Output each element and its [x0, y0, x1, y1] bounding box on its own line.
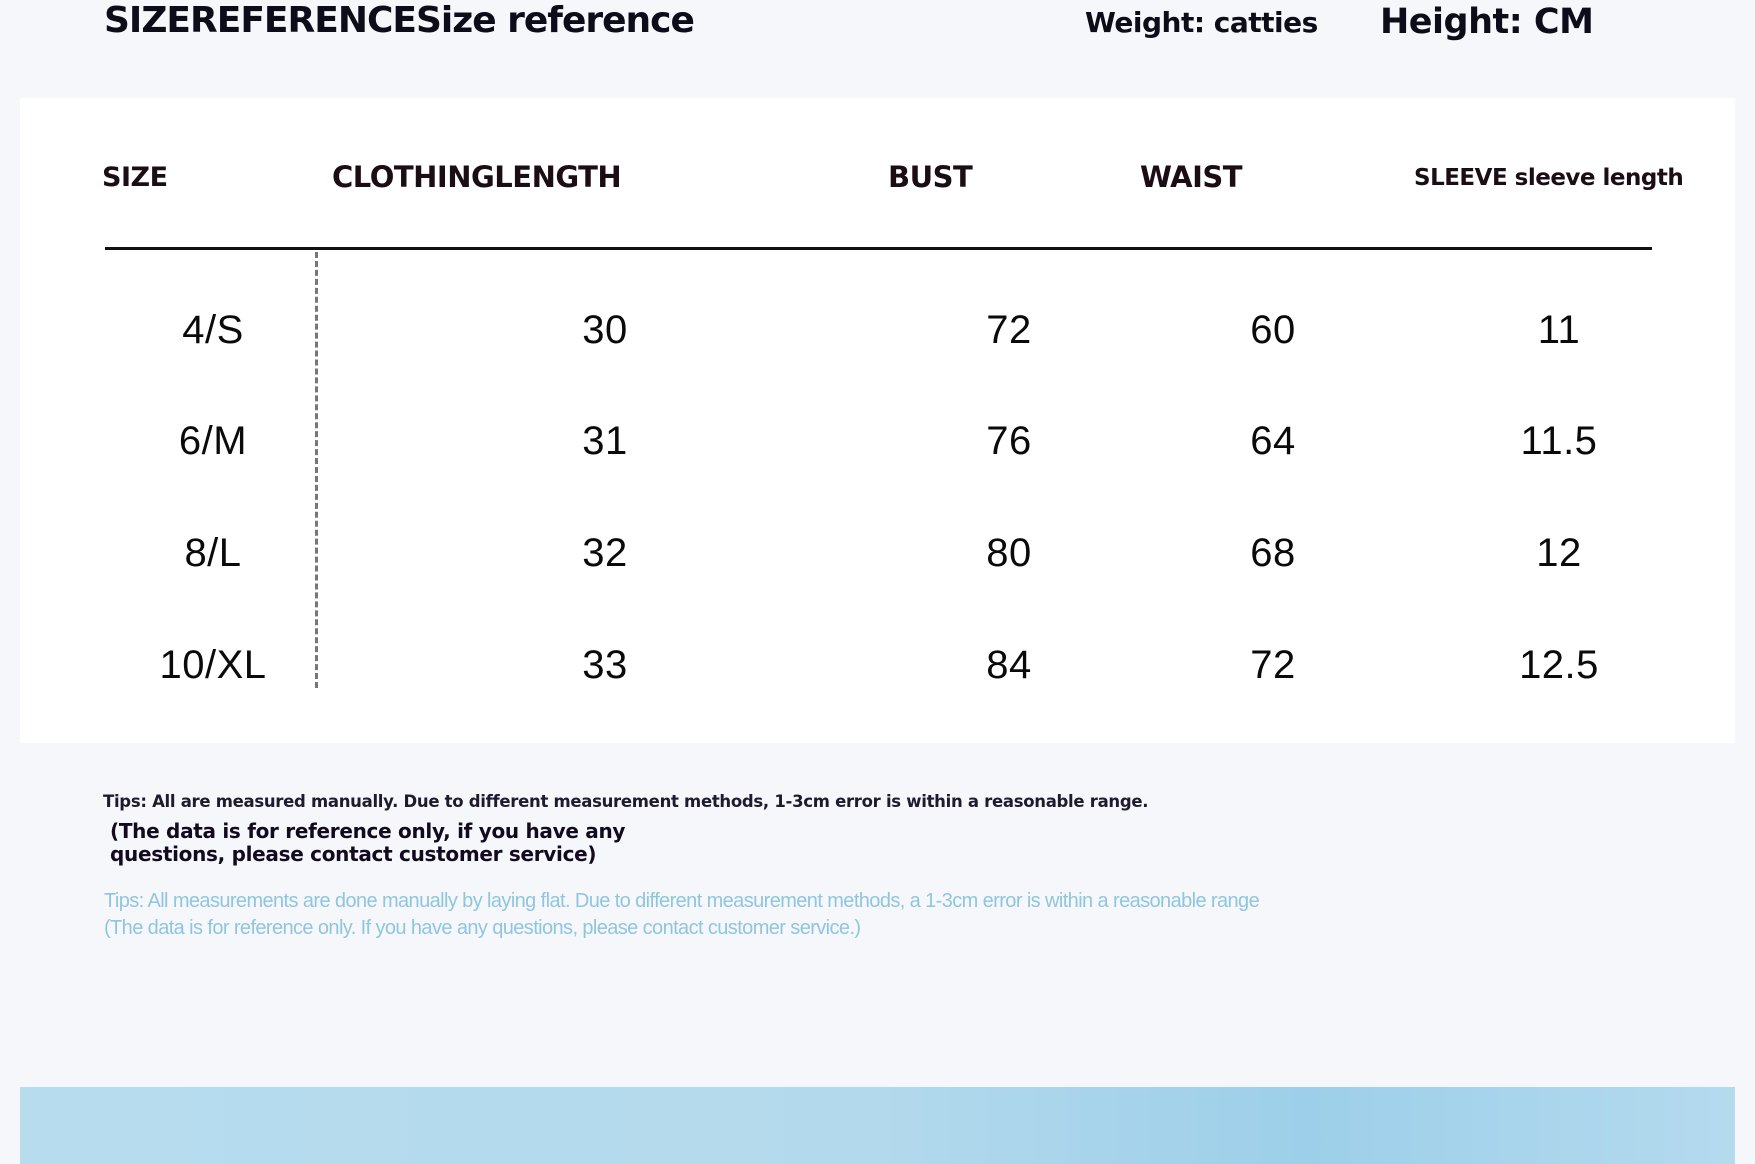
header-divider — [105, 247, 1652, 250]
waist-cell: 60 — [1250, 308, 1296, 352]
column-header-size: SIZE — [102, 162, 168, 193]
column-header-waist: WAIST — [1140, 160, 1243, 194]
measurement-tip: Tips: All are measured manually. Due to different measurement methods, 1-3cm error is within a reasonable range. — [103, 792, 1149, 811]
bust-cell: 80 — [986, 531, 1032, 575]
clothing-length-cell: 32 — [582, 531, 628, 575]
size-table-card — [20, 98, 1735, 743]
size-cell: 6/M — [178, 419, 248, 463]
sleeve-cell: 12.5 — [1519, 643, 1599, 687]
sleeve-cell: 12 — [1536, 531, 1582, 575]
bust-cell: 76 — [986, 419, 1032, 463]
height-unit-label: Height: CM — [1380, 2, 1594, 42]
clothing-length-cell: 30 — [582, 308, 628, 352]
waist-cell: 68 — [1250, 531, 1296, 575]
size-reference-title: SIZEREFERENCESize reference — [104, 0, 694, 41]
bottom-banner — [20, 1087, 1735, 1164]
measurement-tip-line: Tips: All measurements are done manually by laying flat. Due to different measurement methods, a 1-3cm error is within a reasonable range — [104, 890, 1260, 912]
waist-cell: 72 — [1250, 643, 1296, 687]
column-header-bust: BUST — [888, 160, 973, 194]
clothing-length-cell: 33 — [582, 643, 628, 687]
column-header-sleeve: SLEEVE sleeve length — [1414, 165, 1684, 191]
size-cell: 8/L — [184, 531, 242, 575]
size-column-divider — [315, 252, 318, 688]
sleeve-cell: 11.5 — [1520, 419, 1598, 463]
size-cell: 4/S — [182, 308, 244, 352]
column-header-clothing-length: CLOTHINGLENGTH — [332, 160, 622, 194]
size-cell: 10/XL — [159, 643, 267, 687]
reference-disclaimer-line: (The data is for reference only. If you have any questions, please contact customer service.) — [104, 917, 861, 939]
clothing-length-cell: 31 — [582, 419, 628, 463]
sleeve-cell: 11 — [1537, 308, 1581, 352]
waist-cell: 64 — [1250, 419, 1296, 463]
measurement-tip-translation — [104, 888, 1324, 942]
bust-cell: 84 — [986, 643, 1032, 687]
weight-unit-label: Weight: catties — [1085, 6, 1318, 39]
reference-disclaimer: (The data is for reference only, if you have any questions, please contact customer service) — [110, 819, 626, 866]
bust-cell: 72 — [986, 308, 1032, 352]
